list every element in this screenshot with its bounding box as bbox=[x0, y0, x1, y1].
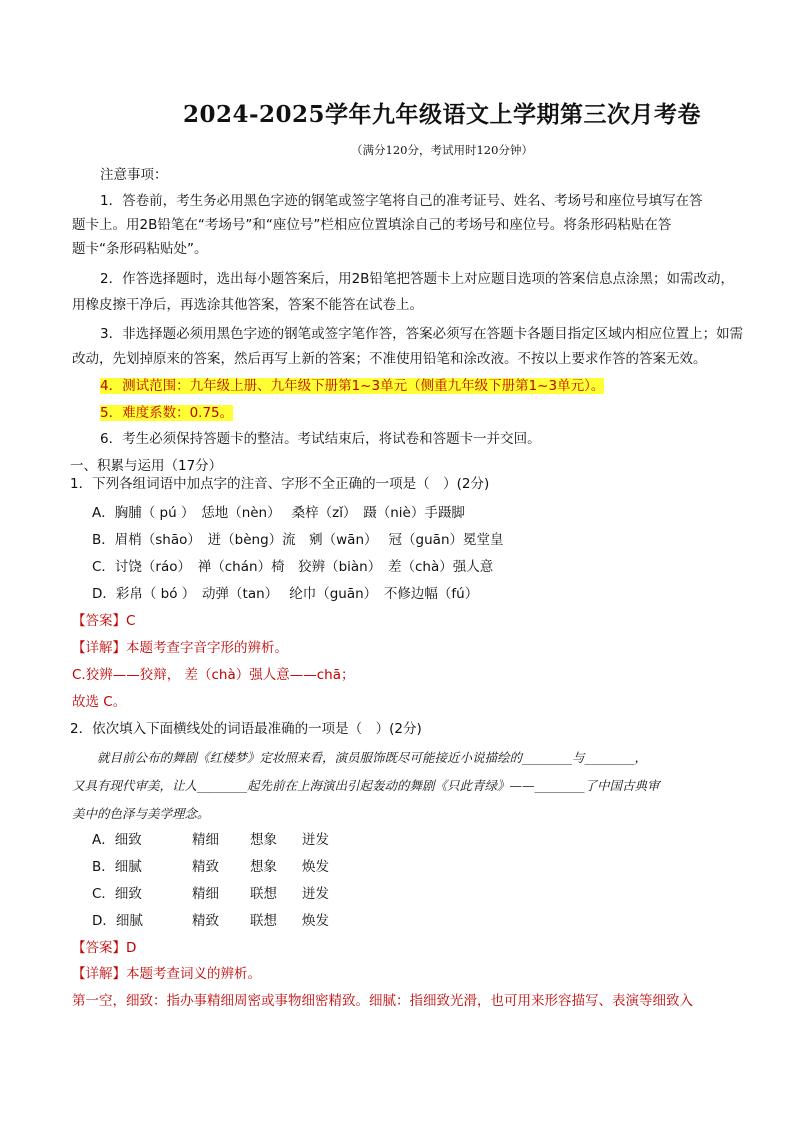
answer-tag: 【答案】 bbox=[72, 940, 126, 956]
notice-line-highlight-wrap bbox=[100, 403, 730, 423]
option-word: 精致 bbox=[192, 859, 219, 875]
option-word: C．细致 bbox=[92, 886, 142, 902]
detail-tag: 【详解】 bbox=[72, 966, 126, 982]
notice-heading: 注意事项： bbox=[100, 167, 168, 183]
option-word: 联想 bbox=[250, 886, 277, 902]
option-word: 精细 bbox=[192, 832, 219, 848]
notice-line: 题卡上。用2B铅笔在“考场号”和“座位号”栏相应位置填涂自己的考场号和座位号。将条形码粘贴在答 bbox=[72, 217, 672, 233]
option-word: 焕发 bbox=[302, 913, 329, 929]
notice-line: 3．非选择题必须用黑色字迹的钢笔或签字笔作答，答案必须写在答题卡各题目指定区域内相应位置上；如需 bbox=[100, 326, 744, 342]
option-word: D．细腻 bbox=[92, 913, 143, 929]
option-d bbox=[92, 911, 752, 931]
notice-line: 用橡皮擦干净后，再选涂其他答案，答案不能答在试卷上。 bbox=[72, 297, 423, 313]
answer-line bbox=[72, 611, 732, 631]
answer-line bbox=[72, 938, 732, 958]
option-b bbox=[92, 857, 752, 877]
notice-line: 1．答卷前，考生务必用黑色字迹的钢笔或签字笔将自己的准考证号、姓名、考场号和座位号填写在答 bbox=[100, 193, 703, 209]
notice-line: 2．作答选择题时，选出每小题答案后，用2B铅笔把答题卡上对应题目选项的答案信息点涂黑；如需改动， bbox=[100, 271, 734, 287]
notice-line: 6．考生必须保持答题卡的整洁。考试结束后，将试卷和答题卡一并交回。 bbox=[100, 431, 541, 447]
question-stem: 2．依次填入下面横线处的词语最准确的一项是（ ）(2分) bbox=[70, 721, 422, 737]
notice-line: 改动，先划掉原来的答案，然后再写上新的答案；不准使用铅笔和涂改液。不按以上要求作答的答案无效。 bbox=[72, 351, 707, 367]
page-subtitle: （满分120分，考试用时120分钟） bbox=[351, 143, 533, 157]
passage-line: 又具有现代审美，让人________起先前在上海演出引起轰动的舞剧《只此青绿》——________了中国古典审 bbox=[72, 778, 660, 793]
option-word: A．细致 bbox=[92, 832, 142, 848]
option-c: C．讨饶（ráo） 禅（chán）椅 狡辨（biàn） 差（chà）强人意 bbox=[92, 559, 494, 575]
detail-tag: 【详解】 bbox=[72, 640, 126, 656]
option-word: 迸发 bbox=[302, 832, 329, 848]
notice-highlight: 5．难度系数：0.75。 bbox=[100, 405, 234, 421]
option-c bbox=[92, 884, 752, 904]
detail-text: 本题考查字音字形的辨析。 bbox=[126, 640, 288, 656]
option-d: D．彩帛（ bó ） 动弹（tan） 纶巾（guān） 不修边幅（fú） bbox=[92, 586, 479, 602]
passage-line: 就目前公布的舞剧《红楼梦》定妆照来看，演员服饰既尽可能接近小说描绘的________与________， bbox=[72, 750, 648, 765]
detail-line bbox=[72, 638, 732, 658]
detail-line bbox=[72, 964, 732, 984]
option-a: A．胸脯（ pú ） 恁地（nèn） 桑梓（zǐ） 蹑（niè）手蹑脚 bbox=[92, 505, 465, 521]
option-word: 想象 bbox=[250, 832, 277, 848]
conclusion: 故选 C。 bbox=[72, 694, 127, 710]
question-stem: 1．下列各组词语中加点字的注音、字形不全正确的一项是（ ）(2分) bbox=[70, 476, 490, 492]
answer-value: D bbox=[126, 940, 137, 956]
answer-tag: 【答案】 bbox=[72, 613, 126, 629]
detail-text: 本题考查词义的辨析。 bbox=[126, 966, 261, 982]
option-word: 迸发 bbox=[302, 886, 329, 902]
explanation: 第一空，细致：指办事精细周密或事物细密精致。细腻：指细致光滑，也可用来形容描写、表演等细致入 bbox=[72, 993, 693, 1009]
option-word: 联想 bbox=[250, 913, 277, 929]
explanation: C.狡辨——狡辩， 差（chà）强人意——chā； bbox=[72, 667, 355, 683]
option-word: 精致 bbox=[192, 913, 219, 929]
section-heading: 一、积累与运用（17分） bbox=[70, 458, 223, 474]
page-title: 2024-2025学年九年级语文上学期第三次月考卷 bbox=[182, 101, 702, 128]
notice-line: 题卡“条形码粘贴处”。 bbox=[72, 241, 208, 257]
option-word: B．细腻 bbox=[92, 859, 142, 875]
option-b: B．眉梢（shāo） 迸（bèng）流 剜（wān） 冠（guān）冕堂皇 bbox=[92, 532, 504, 548]
notice-line-highlight-wrap bbox=[100, 376, 730, 396]
answer-value: C bbox=[126, 613, 136, 629]
option-word: 想象 bbox=[250, 859, 277, 875]
passage-line: 美中的色泽与美学理念。 bbox=[72, 806, 210, 821]
option-word: 精细 bbox=[192, 886, 219, 902]
option-word: 焕发 bbox=[302, 859, 329, 875]
option-a bbox=[92, 830, 752, 850]
notice-highlight: 4．测试范围：九年级上册、九年级下册第1~3单元（侧重九年级下册第1~3单元）。 bbox=[100, 378, 605, 394]
